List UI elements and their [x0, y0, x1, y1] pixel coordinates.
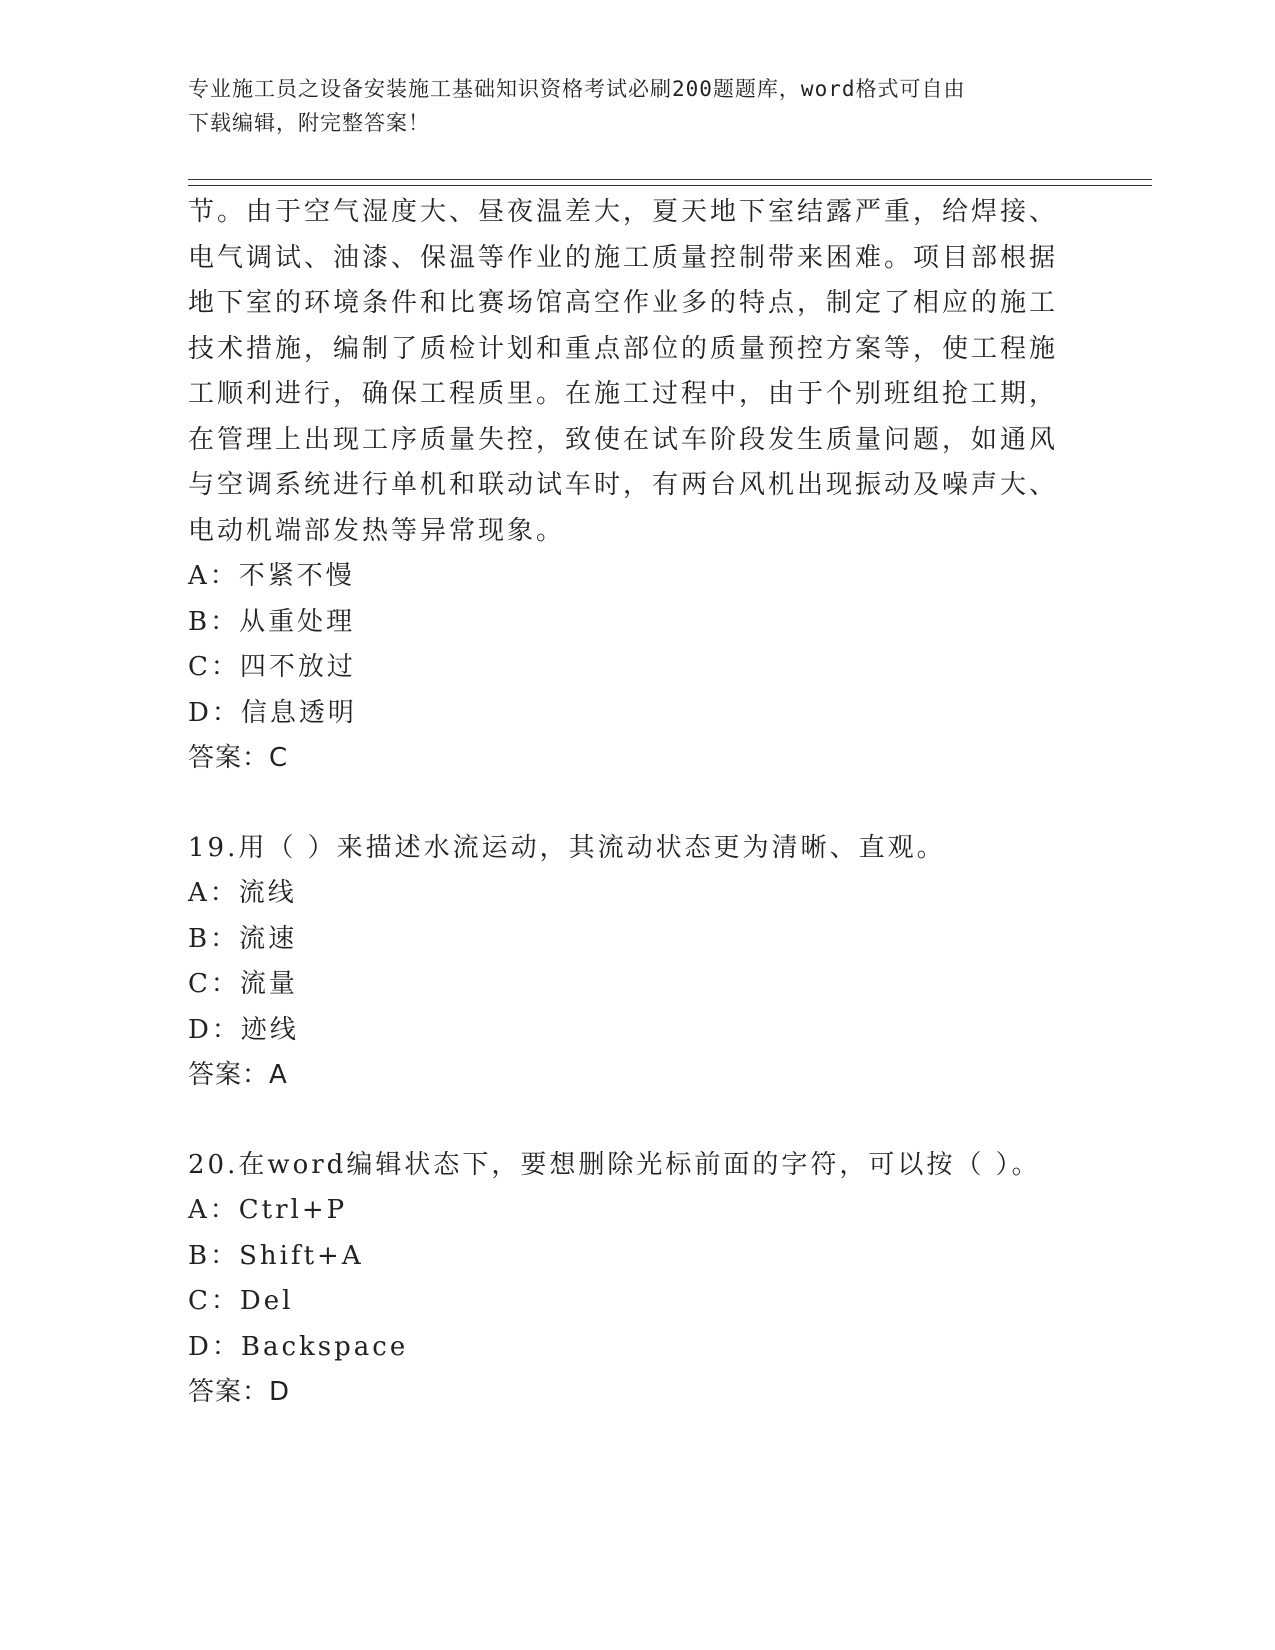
option-b: B：Shift+A — [188, 1240, 364, 1271]
question-19-options — [188, 871, 1068, 1053]
option-a: A：Ctrl+P — [188, 1195, 348, 1225]
spacer — [188, 1099, 1068, 1143]
question-18-options — [188, 554, 1068, 736]
passage-line: 在管理上出现工序质量失控，致使在试车阶段发生质量问题，如通风 — [188, 424, 1059, 455]
passage-line: 电气调试、油漆、保温等作业的施工质量控制带来困难。项目部根据 — [188, 242, 1059, 273]
document-body — [188, 190, 1068, 1416]
option-d: D：Backspace — [188, 1331, 409, 1362]
option-b: B：从重处理 — [188, 606, 356, 637]
passage-line: 技术措施，编制了质检计划和重点部位的质量预控方案等，使工程施 — [188, 333, 1059, 364]
question-20-options — [188, 1188, 1068, 1370]
passage-line: 与空调系统进行单机和联动试车时，有两台风机出现振动及噪声大、 — [188, 470, 1059, 500]
header-line-1: 专业施工员之设备安装施工基础知识资格考试必刷200题题库，word格式可自由 — [188, 77, 966, 101]
question-19-answer: 答案：A — [188, 1060, 288, 1090]
option-c: C：四不放过 — [188, 652, 356, 682]
passage-line: 地下室的环境条件和比赛场馆高空作业多的特点，制定了相应的施工 — [188, 288, 1059, 318]
question-20-answer: 答案：D — [188, 1377, 291, 1407]
question-20-text: 20.在word编辑状态下，要想删除光标前面的字符，可以按（ ）。 — [188, 1149, 1041, 1180]
option-d: D：迹线 — [188, 1014, 299, 1045]
option-c: C：Del — [188, 1286, 294, 1316]
document-header — [188, 72, 1068, 140]
passage-line: 节。由于空气湿度大、昼夜温差大，夏天地下室结露严重，给焊接、 — [188, 197, 1059, 227]
passage-line: 电动机端部发热等异常现象。 — [188, 515, 566, 546]
option-a: A：流线 — [188, 878, 297, 908]
option-c: C：流量 — [188, 969, 298, 999]
question-19-text: 19.用（ ）来描述水流运动，其流动状态更为清晰、直观。 — [188, 832, 946, 863]
option-b: B：流速 — [188, 923, 298, 954]
spacer — [188, 782, 1068, 826]
header-divider — [188, 179, 1152, 186]
passage-line: 工顺利进行，确保工程质里。在施工过程中，由于个别班组抢工期， — [188, 379, 1059, 409]
header-line-2: 下载编辑，附完整答案！ — [188, 111, 430, 135]
option-d: D：信息透明 — [188, 697, 357, 728]
question-18-passage — [188, 190, 1068, 554]
option-a: A：不紧不慢 — [188, 561, 355, 591]
question-18-answer: 答案：C — [188, 743, 289, 773]
